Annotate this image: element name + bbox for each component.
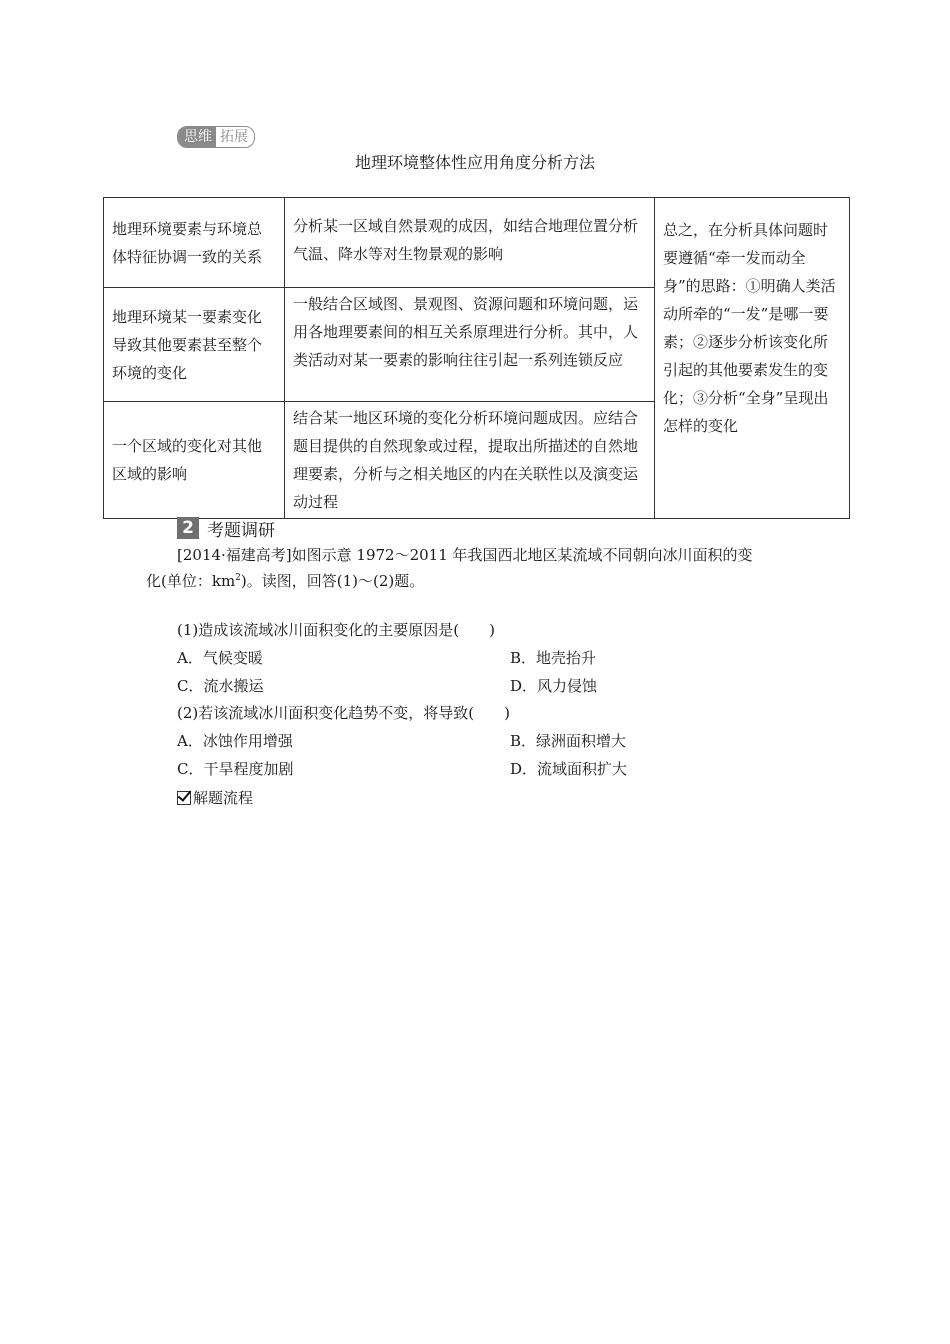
- question-2-option-d: D．流域面积扩大: [510, 760, 628, 778]
- question-2-option-a: A．冰蚀作用增强: [177, 732, 293, 750]
- section-number-icon: 2: [177, 517, 199, 539]
- intro-line-2: 化(单位：$km^2$)。读图，回答(1)～(2)题。: [146, 572, 425, 590]
- table-row: [104, 198, 850, 288]
- method-cell: 一般结合区域图、景观图、资源问题和环境问题，运用各地理要素间的相互关系原理进行分析。其中，人类活动对某一要素的影响往往引起一系列连锁反应: [285, 288, 655, 402]
- solution-label: 解题流程: [193, 789, 254, 807]
- question-1-option-b: B．地壳抬升: [510, 649, 597, 667]
- table-title: 地理环境整体性应用角度分析方法: [354, 153, 595, 172]
- intro-line-1: [2014·福建高考]如图示意 1972～2011 年我国西北地区某流域不同朝向冰川面积的变: [177, 546, 753, 564]
- question-2-option-c: C．干旱程度加剧: [177, 760, 294, 778]
- question-2-stem: (2)若该流域冰川面积变化趋势不变，将导致( ): [177, 704, 510, 722]
- question-1-stem: (1)造成该流域冰川面积变化的主要原因是( ): [177, 621, 495, 639]
- thinking-extension-badge: [177, 126, 255, 148]
- checkbox-icon: [177, 791, 191, 805]
- method-cell: 结合某一地区环境的变化分析环境问题成因。应结合题目提供的自然现象或过程，提取出所描述的自然地理要素，分析与之相关地区的内在关联性以及演变运动过程: [285, 402, 655, 519]
- badge-right: 拓展: [216, 127, 254, 147]
- method-cell: 分析某一区域自然景观的成因，如结合地理位置分析气温、降水等对生物景观的影响: [285, 198, 655, 288]
- summary-cell: 总之，在分析具体问题时要遵循“牵一发而动全身”的思路：①明确人类活动所牵的“一发”是哪一要素；②逐步分析该变化所引起的其他要素发生的变化；③分析“全身”呈现出怎样的变化: [655, 198, 850, 519]
- section-title: 考题调研: [207, 520, 275, 541]
- analysis-table: [103, 197, 850, 519]
- aspect-cell: 地理环境某一要素变化导致其他要素甚至整个环境的变化: [104, 288, 285, 402]
- question-1-option-a: A．气候变暖: [177, 649, 263, 667]
- badge-left: 思维: [178, 127, 216, 147]
- aspect-cell: 地理环境要素与环境总体特征协调一致的关系: [104, 198, 285, 288]
- section-heading: [177, 517, 275, 539]
- solution-flow-heading: [177, 788, 253, 808]
- aspect-cell: 一个区域的变化对其他区域的影响: [104, 402, 285, 519]
- question-2-option-b: B．绿洲面积增大: [510, 732, 627, 750]
- question-1-option-c: C．流水搬运: [177, 677, 264, 695]
- question-1-option-d: D．风力侵蚀: [510, 677, 598, 695]
